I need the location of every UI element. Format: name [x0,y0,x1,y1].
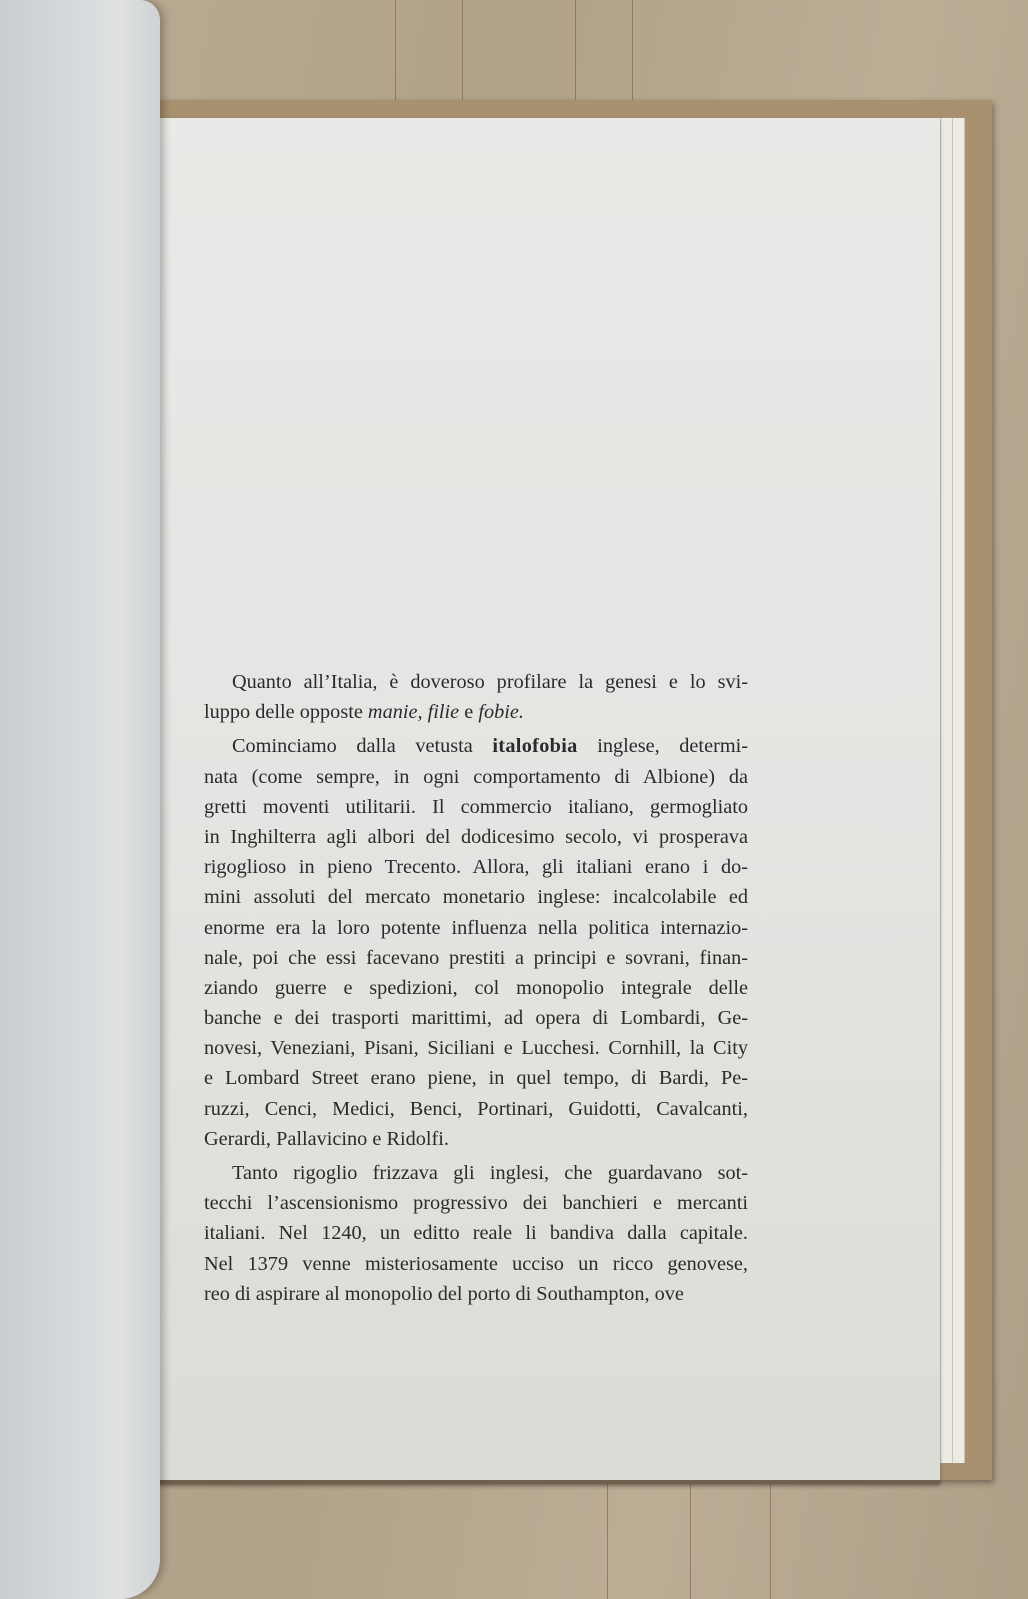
text-line: ruzzi, Cenci, Medici, Benci, Portinari, Guidotti, Cavalcanti, [204,1097,748,1120]
text-line: Cominciamo dalla vetusta italofobia inglese, determi- [232,735,748,758]
text-line: Nel 1379 venne misteriosamente ucciso un ricco genovese, [204,1252,748,1275]
cardboard-crease [690,1480,691,1599]
text-line: ziando guerre e spedizioni, col monopolio integrale delle [204,976,748,999]
text-line: nata (come sempre, in ogni comportamento di Albione) da [204,765,748,788]
paragraph [204,1158,748,1309]
bold-term: italofobia [492,735,578,758]
text-line: novesi, Veneziani, Pisani, Siciliani e Lucchesi. Cornhill, la City [204,1037,748,1060]
text-line: rigoglioso in pieno Trecento. Allora, gli italiani erano i do- [204,856,748,879]
cardboard-crease [770,1480,771,1599]
text-line: mini assoluti del mercato monetario inglese: incalcolabile ed [204,886,748,909]
text-line: Gerardi, Pallavicino e Ridolfi. [204,1127,449,1150]
page-text-body [204,667,748,1309]
text-line: Tanto rigoglio frizzava gli inglesi, che guardavano sot- [232,1162,748,1184]
cardboard-crease [395,0,396,100]
text-line: tecchi l’ascensionismo progressivo dei banchieri e mercanti [204,1192,748,1215]
paragraph [204,731,748,1154]
text-line: banche e dei trasporti marittimi, ad opera di Lombardi, Ge- [204,1007,748,1030]
cardboard-crease [607,1480,608,1599]
text-line: gretti moventi utilitarii. Il commercio italiano, germogliato [204,795,748,818]
italic-term: fobie. [478,701,524,724]
italic-term: manie, filie [367,701,460,724]
text-line: Quanto all’Italia, è doveroso profilare la genesi e lo svi- [232,671,748,693]
text-line: enorme era la loro potente influenza nella politica internazio- [204,916,748,939]
cardboard-crease [632,0,633,100]
paragraph [204,667,748,727]
cardboard-crease [462,0,463,100]
text-line: reo di aspirare al monopolio del porto di Southampton, ove [204,1282,684,1305]
cardboard-crease [575,0,576,100]
text-line: italiani. Nel 1240, un editto reale li bandiva dalla capitale. [204,1222,748,1245]
facing-page-left [0,0,160,1599]
text-line: in Inghilterra agli albori del dodicesimo secolo, vi prosperava [204,825,748,848]
text-line: luppo delle opposte manie, filie e fobie. [204,701,524,724]
text-line: e Lombard Street erano piene, in quel tempo, di Bardi, Pe- [204,1067,748,1090]
text-line: nale, poi che essi facevano prestiti a principi e sovrani, finan- [204,946,748,969]
